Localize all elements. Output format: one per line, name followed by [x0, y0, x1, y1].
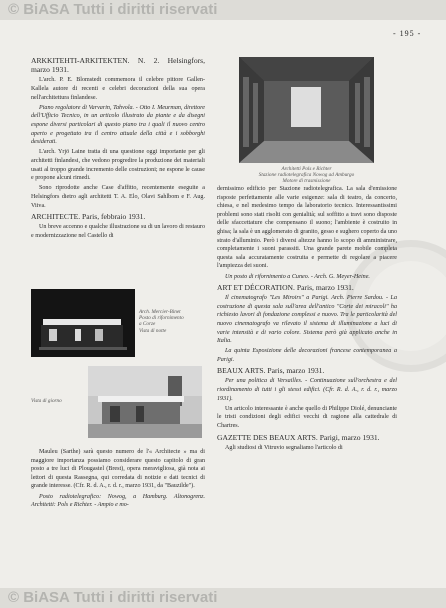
photo-gas-station-day: [88, 366, 202, 438]
paragraph: L'arch. P. E. Blomstedt commemora il celebre pittore Gallen-Kallela autore di recenti e celebri decorazioni della sua opera nell'architettura finlandese.: [31, 77, 205, 101]
caption-line: Posto di rifornimento: [139, 315, 184, 322]
paragraph: dernissimo edificio per Stazione radiotelegrafica. La sala d'emissione risposte perfettamente alle varie esigenze: sala di teatro, da concerto, chiesa, e nel medesimo tempo da laboratorio tecnico. Interessantissimi problemi sono stati risolti con genialità; sul soffitto a travi sono disposte delle sfaccettature che compensano il suono; l'ambiente è costruito in ghisa; la sala è un agglomerato di granito, gesso e sughero coperto da uno strato d'alluminio. Però i diversi altezze hanno lo scopo di amministrare, completamente i suoni parassiti. Una grande parete mobile completa questa sala accuratamente costruita e permette di regolare a piacere l'ampiezza dei suoni.: [217, 186, 397, 270]
photo-gas-station-night-image: [31, 289, 135, 357]
caption-line: Vista di notte: [139, 327, 167, 334]
paragraph: Per una politica di Versailles. - Continuazione sull'orchestra e del riordinamento di tutti i gli stessi edifici. (Cfr. R. d. A., r. d. r., marzo 1931).: [217, 378, 397, 402]
paragraph: Agli studiosi di Vitruvio segnaliamo l'articolo di: [225, 444, 343, 451]
photo-caption-night: [139, 309, 184, 334]
heading: BEAUX ARTS. Paris, marzo 1931.: [217, 366, 325, 376]
photo-gas-station-day-image: [88, 366, 202, 438]
watermark-top: © BiASA Tutti i diritti riservati: [0, 0, 446, 20]
right-column: [217, 185, 397, 454]
caption-line: a Corze: [139, 321, 156, 328]
paragraph: Un posto di rifornimento a Cuneo. - Arch. G. Meyer-Heine.: [225, 273, 370, 280]
paragraph: Un breve accenno e qualche illustrazione su di un lavoro di restauro e modernizzazione nel Castello di: [31, 224, 205, 239]
photo-caption-radio-station: [239, 166, 374, 185]
photo-gas-station-night: [31, 289, 135, 357]
left-column-continued: [31, 448, 205, 511]
watermark-bottom: © BiASA Tutti i diritti riservati: [0, 588, 446, 608]
caption-line: Stazione radiotelegrafica Nowog ad Amburgo: [258, 172, 355, 179]
photo-radio-station-hall-image: [239, 57, 374, 163]
paragraph: Piano regolatore di Varvarin, Tahvola. - Otto I. Meurman, direttore dell'Ufficio Tecnico, in un articolo illustrato da piante e da disegni espone diversi particolari di questo piano tra i quali il nuovo centro aperto e progettato tra il centro attuale della città e i sobborghi desiderati.: [31, 104, 205, 146]
photo-radio-station-hall: [239, 57, 374, 163]
paragraph: Un articolo interessante è anche quello di Philippe Diolé, denunciante le tristi condizioni degli edifici vecchi di ragione alla cattedrale di Chartres.: [217, 405, 397, 430]
photo-caption-day: [31, 398, 62, 404]
page-number: - 195 -: [393, 29, 422, 38]
heading: ARCHITECTE. Paris, febbraio 1931.: [31, 212, 146, 222]
heading: GAZETTE DES BEAUX ARTS. Parigi, marzo 1931.: [217, 432, 380, 442]
caption-line: Motore di trasmissione: [282, 178, 331, 185]
paragraph: L'arch. Yrjö Laine tratta di una questione oggi importante per gli architetti finlandesi, che vedono progredire la produzione dei materiali usati al troppo grande incremento delle costruzioni; ne espone le cause e propone alcuni rimedi.: [31, 149, 205, 182]
paragraph: La quinta Esposizione delle decorazioni francese contemporanea a Parigi.: [217, 348, 397, 363]
caption-line: Architetti Pols e Richter: [281, 166, 332, 172]
caption-line: Arch. Mercier-Binet: [139, 309, 181, 315]
paragraph: Sono riprodotte anche Case d'affitto, recentemente eseguite a Helsingfors dietro agli architetti T. A. Elo, Olavi Sahlbom e F. Aug. Viiva.: [31, 185, 205, 209]
caption-line: Vista di giorno: [31, 398, 62, 404]
paragraph: Posto radiotelegrafico: Nowog, a Hamburg. Altonogrenz. Architetti: Pols e Richter. - Ampio e mo-: [31, 493, 205, 509]
heading: ARKKITEHTI-ARKITEKTEN. N. 2. Helsingfors, marzo 1931.: [31, 56, 205, 75]
left-column: [31, 54, 205, 242]
paragraph: Il cinematografo "Les Miroirs" a Parigi. Arch. Pierre Sardou. - La costruzione di questa sala sull'area dell'antico "Corte dei miracoli" ha richiesto lavori di fondazione complessi e nuovo. Tra le particolarità del nuovo cinematografo va rilevato il sistema di illuminazione a luci di varie intensità e di vario colore. Sistema però già applicato anche in Italia.: [217, 295, 397, 345]
paragraph: Mauleu (Sarthe) sarà questo numero de l'« Architecte » ma di maggiore importanza possiamo considerare questo capitolo di gran posto a tre luci di Plougastel (Brest), opera meravigliosa, già nota ai lettori di questa Rassegna, qui corredata di notizie e dati tecnici di grande interesse. (Cfr. R. d. A., r. d. r., marzo 1931, da "Bauzilde").: [31, 449, 205, 490]
heading: ART ET DÉCORATION. Paris, marzo 1931.: [217, 283, 354, 293]
